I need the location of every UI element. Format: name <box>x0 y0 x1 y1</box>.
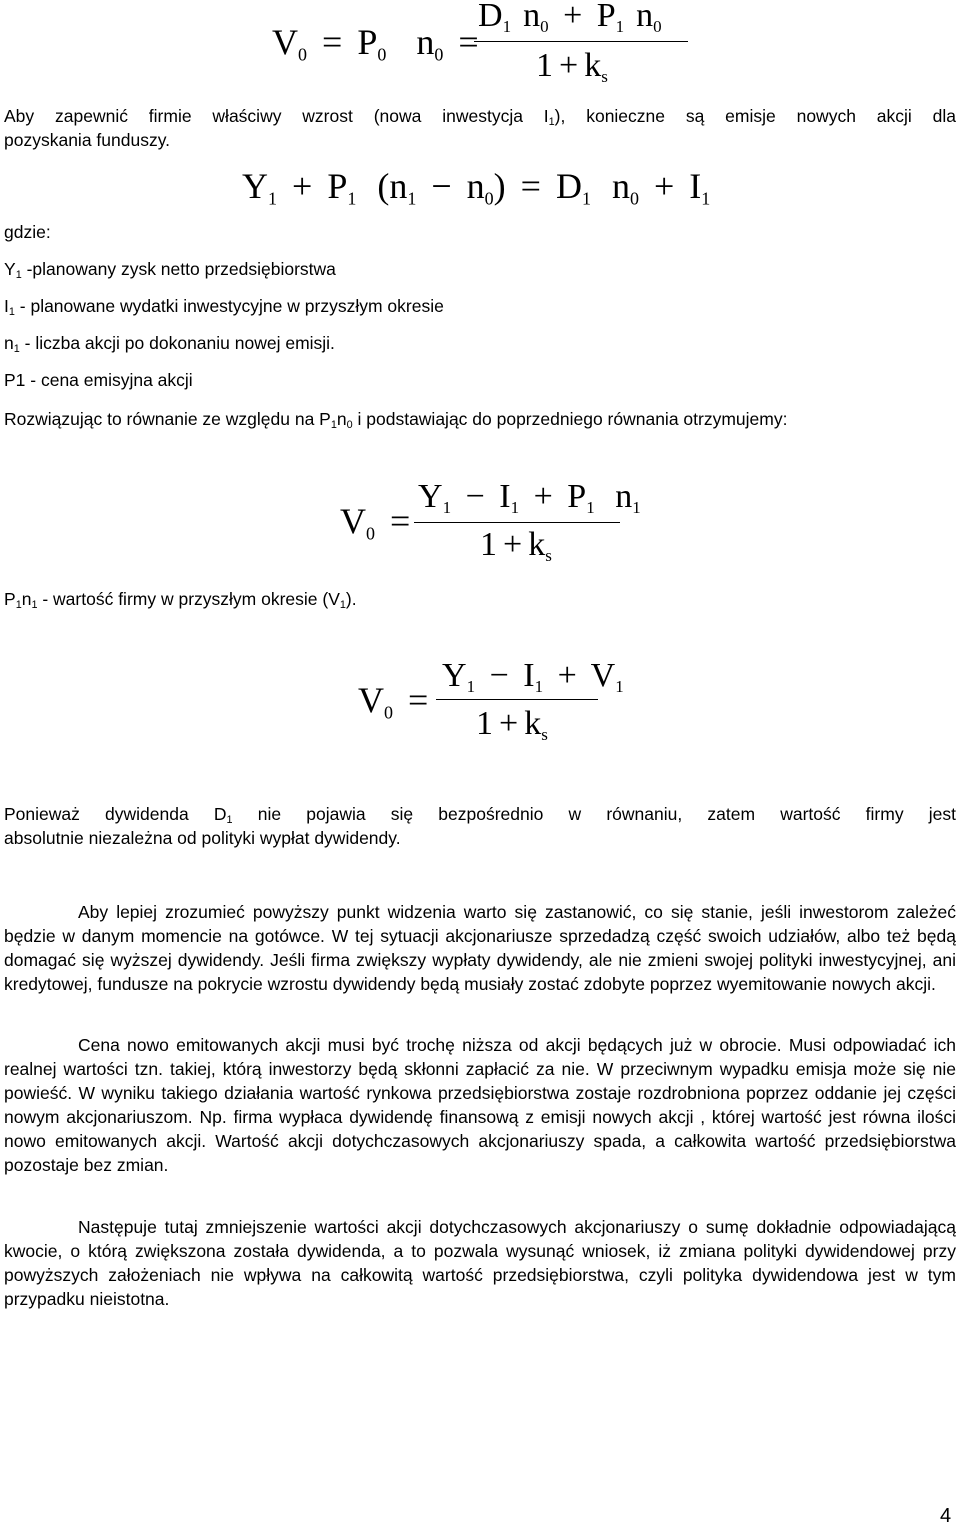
paragraph-dividend-line2: absolutnie niezależna od polityki wypłat dywidendy. <box>4 828 401 848</box>
definition-y1: Y1 -planowany zysk netto przedsiębiorstwa <box>4 259 336 282</box>
paragraph-growth-line2: pozyskania funduszy. <box>4 130 171 150</box>
definition-i1: I1 - planowane wydatki inwestycyjne w przyszłym okresie <box>4 296 444 319</box>
paragraph-new-shares-price: Cena nowo emitowanych akcji musi być trochę niższa od akcji będących już w obrocie. Musi odpowiadać ich realnej wartości tzn. takiej, którą inwestorzy będą skłonni zapłacić za nie. W przeciwnym wypadku emisja może się nie powieść. W wyniku takiego działania wartość rynkowa przedsiębiorstwa zostaje rozdrobniona poprzez oddanie jej części nowym akcjonariuszom. Np. firma wypłaca dywidendę finansową z emisji nowych akcji , której wartość jest równa ilości nowo emitowanych akcji. Wartość akcji dotychczasowych akcjonariuszy spada, a całkowita wartość przedsiębiorstwa pozostaje bez zmian. <box>4 1035 956 1175</box>
formula3-denominator: $1 + k_s$ <box>480 526 552 565</box>
formula4-lhs: $V_0$ = <box>358 680 429 723</box>
page-number: 4 <box>940 1505 952 1527</box>
definition-p1n1: P1n1 - wartość firmy w przyszłym okresie (V1). <box>4 589 357 612</box>
definition-n1: n1 - liczba akcji po dokonaniu nowej emisji. <box>4 333 335 356</box>
formula3-lhs: $V_0$ = <box>340 501 411 544</box>
paragraph-growth-line1: Aby zapewnić firmie właściwy wzrost (nowa inwestycja I1), konieczne są emisje nowych akcji dla <box>4 106 956 129</box>
formula4-denominator: $1 + k_s$ <box>476 705 548 744</box>
formula-y1-p1-n-equals-d1-n0-i1: $Y_1 + P_1$ $(n_1 - n_0) = D_1$ $n_0 + I_1$ <box>242 166 711 209</box>
solving-sentence: Rozwiązując to równanie ze względu na P1n0 i podstawiając do poprzedniego równania otrzymujemy: <box>4 409 788 432</box>
paragraph-dividend-line1: Ponieważ dywidenda D1 nie pojawia się bezpośrednio w równaniu, zatem wartość firmy jest <box>4 804 956 827</box>
formula4-fraction-bar <box>436 699 598 700</box>
paragraph-investors-cash: Aby lepiej zrozumieć powyższy punkt widzenia warto się zastanowić, co się stanie, jeśli inwestorom zależeć będzie w danym momencie na gotówce. W tej sytuacji akcjonariusze sprzedadzą część swoich udziałów, albo też będą domagać się wyższej dywidendy. Jeśli firma zwiększy wypłaty dywidendy, ale nie zmieni swojej polityki inwestycyjnej, ani kredytowej, fundusze na pokrycie wzrostu dywidendy będą musiały zostać zdobyte poprzez wyemitowanie nowych akcji. <box>4 902 956 994</box>
formula-v0-equals-p0-n0: $V_0 = P_0$ $n_0$ = <box>272 22 479 65</box>
formula1-fraction-bar <box>474 41 688 42</box>
formula4-numerator: $Y_1 - I_1 + V_1$ <box>442 657 624 696</box>
label-gdzie: gdzie: <box>4 222 51 242</box>
formula3-fraction-bar <box>414 522 620 523</box>
paragraph-conclusion: Następuje tutaj zmniejszenie wartości akcji dotychczasowych akcjonariuszy o sumę dokładnie odpowiadającą kwocie, o którą zwiększona została dywidenda, a to pozwala wysunąć wniosek, iż zmiana polityki dywidendowej przy powyższych założeniach nie wpływa na całkowitą wartość przedsiębiorstwa, czyli polityka dywidendowa jest w tym przypadku nieistotna. <box>4 1217 956 1309</box>
definition-p1: P1 - cena emisyjna akcji <box>4 370 193 390</box>
formula3-numerator: $Y_1 - I_1 + P_1$ $n_1$ <box>418 478 641 517</box>
formula1-denominator: $1 + k_s$ <box>536 47 608 86</box>
formula1-numerator: $D_1$ $n_0 + P_1$ $n_0$ <box>478 0 662 36</box>
